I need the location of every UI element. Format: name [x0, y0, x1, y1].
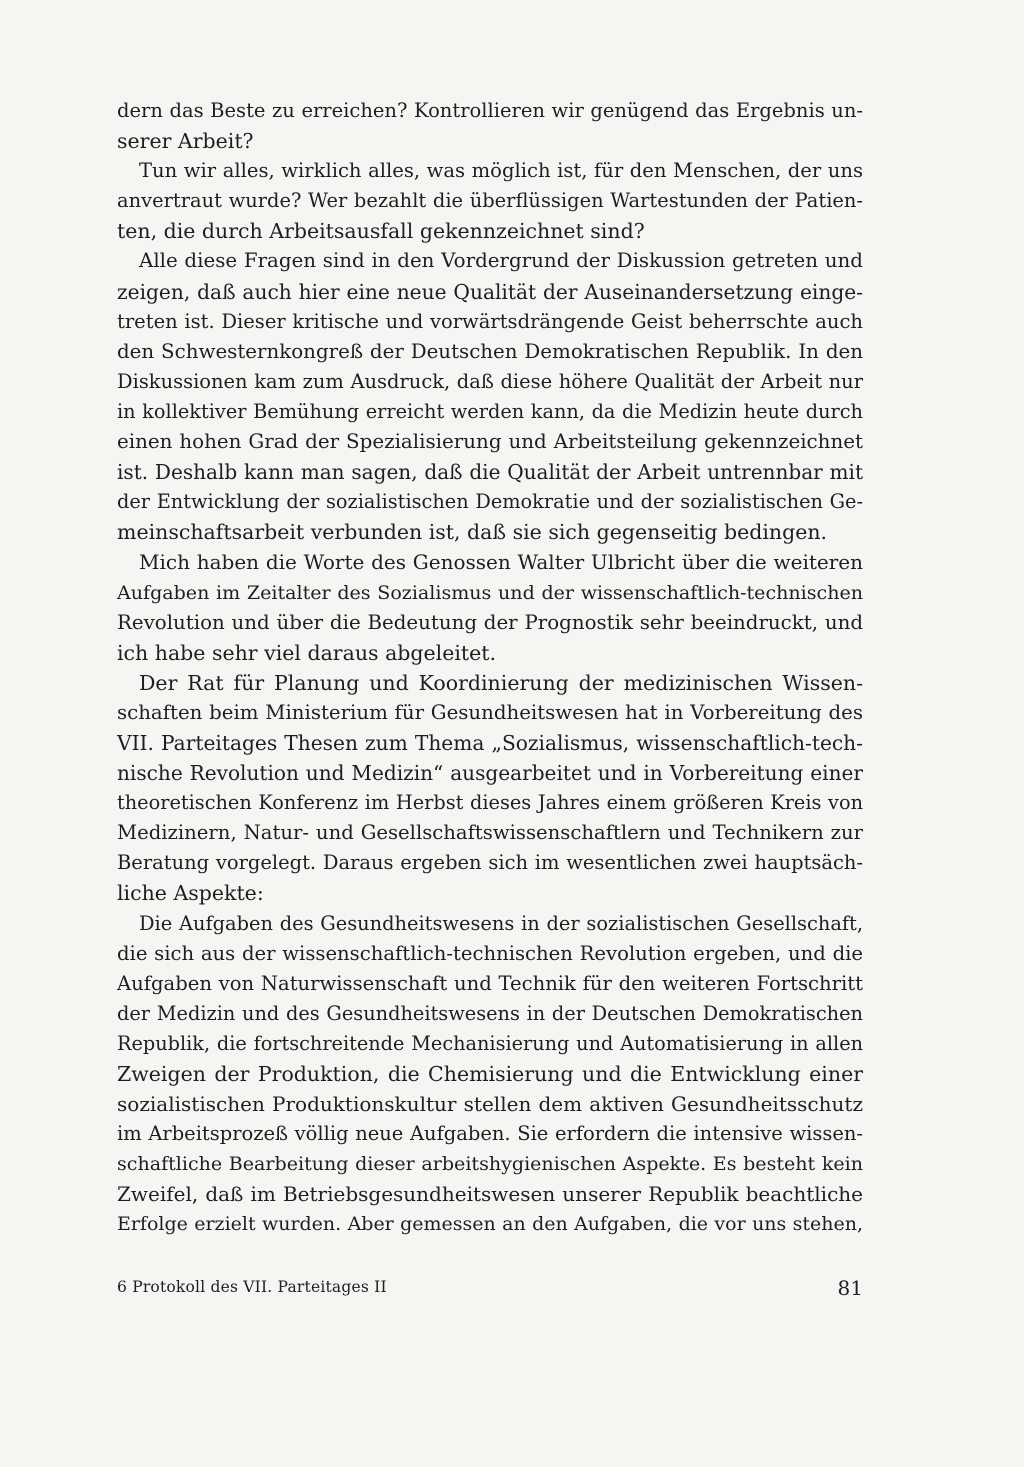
text-line: zeigen, daß auch hier eine neue Qualität der Auseinandersetzung einge- [117, 279, 863, 304]
text-line: einen hohen Grad der Spezialisierung und Arbeitsteilung gekennzeichnet [117, 430, 863, 454]
text-line: Aufgaben von Naturwissenschaft und Technik für den weiteren Fortschritt [117, 971, 863, 995]
text-line: ich habe sehr viel daraus abgeleitet. [117, 640, 497, 665]
page-footer [117, 1276, 863, 1306]
text-line: theoretischen Konferenz im Herbst dieses Jahres einem größeren Kreis von [117, 791, 863, 815]
text-line: Medizinern, Natur- und Gesellschaftswissenschaftlern und Technikern zur [117, 821, 863, 845]
text-line: Alle diese Fragen sind in den Vordergrund der Diskussion getreten und [139, 249, 863, 273]
text-line: Revolution und über die Bedeutung der Prognostik sehr beeindruckt, und [117, 610, 863, 634]
text-line: Diskussionen kam zum Ausdruck, daß diese höhere Qualität der Arbeit nur [117, 369, 863, 393]
footer-source-note: 6 Protokoll des VII. Parteitages II [117, 1278, 387, 1296]
text-line: serer Arbeit? [117, 129, 254, 154]
text-line: Zweigen der Produktion, die Chemisierung und die Entwicklung einer [117, 1062, 863, 1086]
text-line: Der Rat für Planung und Koordinierung der medizinischen Wissen- [139, 670, 863, 695]
text-line: VII. Parteitages Thesen zum Thema „Sozialismus, wissenschaftlich-tech- [117, 730, 863, 755]
text-line: liche Aspekte: [117, 881, 264, 906]
text-line: der Entwicklung der sozialistischen Demokratie und der sozialistischen Ge- [117, 490, 863, 514]
text-line: Erfolge erzielt wurden. Aber gemessen an den Aufgaben, die vor uns stehen, [117, 1213, 863, 1236]
text-line: schaften beim Ministerium für Gesundheitswesen hat in Vorbereitung des [117, 700, 863, 724]
text-line: die sich aus der wissenschaftlich-technischen Revolution ergeben, und die [117, 941, 863, 965]
text-line: dern das Beste zu erreichen? Kontrollieren wir genügend das Ergebnis un- [117, 99, 863, 122]
text-line: schaftliche Bearbeitung dieser arbeitshygienischen Aspekte. Es besteht kein [117, 1153, 863, 1176]
body-text [117, 96, 863, 1240]
text-line: ist. Deshalb kann man sagen, daß die Qualität der Arbeit untrennbar mit [117, 460, 863, 485]
text-line: nische Revolution und Medizin“ ausgearbeitet und in Vorbereitung einer [117, 761, 863, 786]
text-line: im Arbeitsprozeß völlig neue Aufgaben. Sie erfordern die intensive wissen- [117, 1122, 863, 1146]
text-line: sozialistischen Produktionskultur stellen dem aktiven Gesundheitsschutz [117, 1092, 863, 1117]
text-line: ten, die durch Arbeitsausfall gekennzeichnet sind? [117, 219, 645, 244]
page-number: 81 [837, 1276, 863, 1300]
text-line: Beratung vorgelegt. Daraus ergeben sich im wesentlichen zwei hauptsäch- [117, 851, 863, 875]
text-line: in kollektiver Bemühung erreicht werden kann, da die Medizin heute durch [117, 399, 863, 423]
text-line: meinschaftsarbeit verbunden ist, daß sie sich gegenseitig bedingen. [117, 520, 828, 545]
text-line: Mich haben die Worte des Genossen Walter Ulbricht über die weiteren [139, 550, 863, 575]
text-line: anvertraut wurde? Wer bezahlt die überflüssigen Wartestunden der Patien- [117, 189, 863, 213]
text-line: Aufgaben im Zeitalter des Sozialismus und der wissenschaftlich-technischen [117, 581, 863, 604]
text-line: Tun wir alles, wirklich alles, was möglich ist, für den Menschen, der uns [139, 159, 863, 183]
text-line: den Schwesternkongreß der Deutschen Demokratischen Republik. In den [117, 339, 863, 363]
text-line: Die Aufgaben des Gesundheitswesens in der sozialistischen Gesellschaft, [139, 911, 863, 935]
text-line: der Medizin und des Gesundheitswesens in der Deutschen Demokratischen [117, 1001, 863, 1025]
text-line: Zweifel, daß im Betriebsgesundheitswesen unserer Republik beachtliche [117, 1182, 863, 1207]
text-line: treten ist. Dieser kritische und vorwärtsdrängende Geist beherrschte auch [117, 309, 863, 333]
text-line: Republik, die fortschreitende Mechanisierung und Automatisierung in allen [117, 1031, 863, 1055]
